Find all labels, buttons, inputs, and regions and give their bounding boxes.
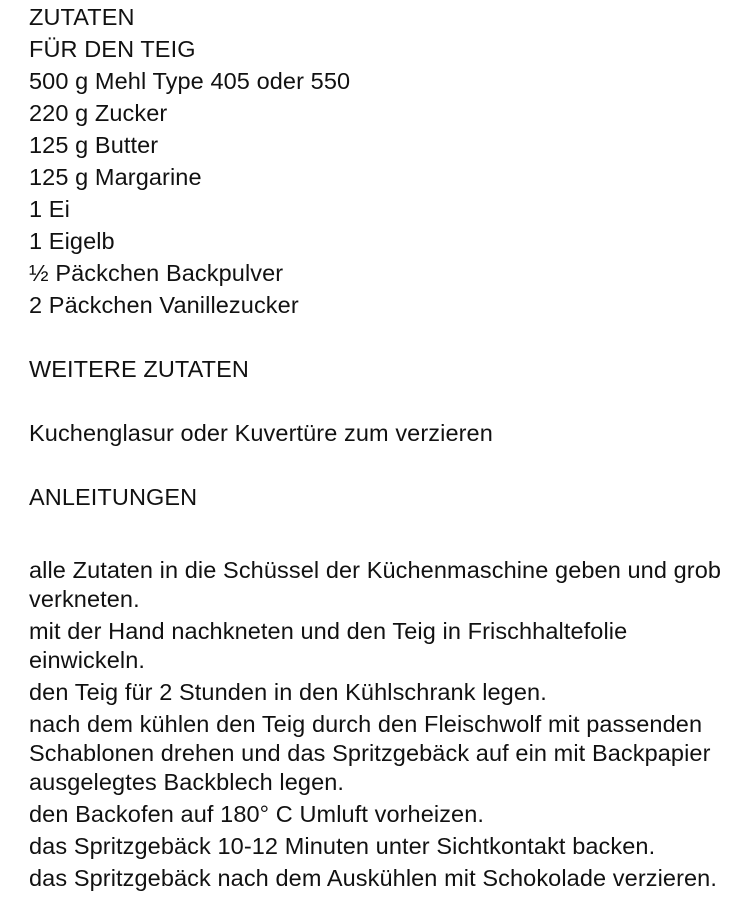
instruction-step: den Teig für 2 Stunden in den Kühlschrank legen.: [29, 679, 547, 705]
recipe-document: [29, 0, 741, 893]
ingredient-item: ½ Päckchen Backpulver: [29, 260, 284, 286]
ingredient-item: 1 Eigelb: [29, 228, 115, 254]
instruction-step: das Spritzgebäck 10-12 Minuten unter Sichtkontakt backen.: [29, 833, 656, 859]
extra-ingredients-heading: WEITERE ZUTATEN: [29, 356, 249, 382]
ingredient-item: 2 Päckchen Vanillezucker: [29, 292, 299, 318]
dough-ingredient-list: [29, 65, 741, 321]
ingredient-item: 125 g Margarine: [29, 164, 202, 190]
spacer: [29, 321, 741, 353]
ingredient-item: 220 g Zucker: [29, 100, 168, 126]
spacer: [29, 449, 741, 481]
dough-heading: FÜR DEN TEIG: [29, 36, 196, 62]
instruction-list: [29, 556, 741, 893]
ingredient-item: 500 g Mehl Type 405 oder 550: [29, 68, 351, 94]
spacer: [29, 513, 741, 556]
instruction-step: das Spritzgebäck nach dem Auskühlen mit Schokolade verzieren.: [29, 865, 717, 891]
ingredient-item: 125 g Butter: [29, 132, 159, 158]
extra-ingredient-item: Kuchenglasur oder Kuvertüre zum verzieren: [29, 420, 493, 446]
spacer: [29, 385, 741, 417]
ingredient-item: 1 Ei: [29, 196, 70, 222]
instruction-step: mit der Hand nachkneten und den Teig in Frischhaltefolie einwickeln.: [29, 618, 628, 673]
instruction-step: alle Zutaten in die Schüssel der Küchenmaschine geben und grob verkneten.: [29, 557, 722, 612]
instruction-step: nach dem kühlen den Teig durch den Fleischwolf mit passenden Schablonen drehen und das Spritzgebäck auf ein mit Backpapier ausgelegtes Backblech legen.: [29, 711, 711, 795]
instruction-step: den Backofen auf 180° C Umluft vorheizen.: [29, 801, 485, 827]
instructions-heading: ANLEITUNGEN: [29, 484, 198, 510]
ingredients-heading: ZUTATEN: [29, 4, 135, 30]
